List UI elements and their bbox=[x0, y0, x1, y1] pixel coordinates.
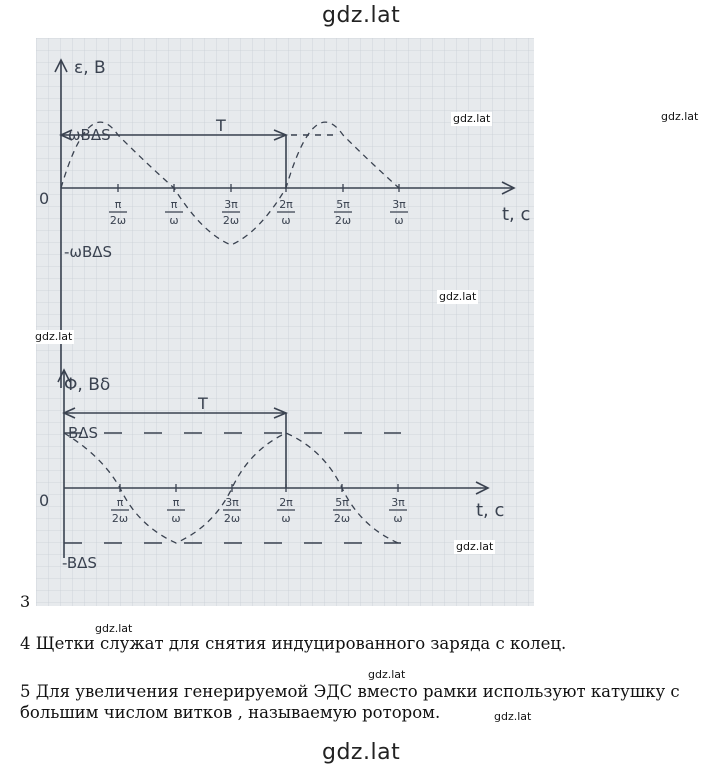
flux-tick-numerator: 5π bbox=[335, 496, 349, 509]
watermark-top: gdz.lat bbox=[322, 3, 401, 28]
emf-amp-pos-label: ωBΔS bbox=[68, 126, 111, 144]
flux-period-label: T bbox=[198, 394, 208, 413]
emf-tick-denominator: 2ω bbox=[222, 214, 240, 227]
flux-x-label: t, c bbox=[476, 500, 505, 521]
watermark-small: gdz.lat bbox=[95, 622, 133, 635]
flux-tick-numerator: 3π bbox=[391, 496, 405, 509]
flux-tick-denominator: 2ω bbox=[333, 512, 351, 525]
emf-amp-neg-label: -ωBΔS bbox=[64, 243, 113, 261]
emf-y-label: ε, B bbox=[74, 58, 106, 78]
emf-tick-denominator: ω bbox=[169, 214, 179, 227]
watermark-small: gdz.lat bbox=[368, 668, 406, 681]
flux-tick-denominator: ω bbox=[171, 512, 181, 525]
watermark-small: gdz.lat bbox=[35, 330, 73, 343]
item-4-text: 4 Щетки служат для снятия индуцированного заряда с колец. bbox=[20, 634, 567, 653]
emf-tick-denominator: ω bbox=[281, 214, 291, 227]
watermark-small: gdz.lat bbox=[456, 540, 494, 553]
flux-tick-denominator: ω bbox=[281, 512, 291, 525]
figure-number: 3 bbox=[20, 592, 31, 611]
watermark-small: gdz.lat bbox=[661, 110, 699, 123]
watermark-small: gdz.lat bbox=[453, 112, 491, 125]
flux-amp-neg-label: -BΔS bbox=[62, 554, 97, 572]
flux-y-label: Φ, Bδ bbox=[64, 375, 111, 395]
flux-tick-denominator: 2ω bbox=[111, 512, 129, 525]
flux-tick-numerator: π bbox=[116, 496, 124, 509]
emf-period-label: T bbox=[216, 116, 226, 135]
flux-tick-denominator: 2ω bbox=[223, 512, 241, 525]
flux-tick-numerator: 3π bbox=[225, 496, 239, 509]
flux-tick-numerator: 2π bbox=[279, 496, 293, 509]
emf-tick-numerator: 5π bbox=[336, 198, 350, 211]
flux-tick-numerator: π bbox=[172, 496, 180, 509]
watermark-small: gdz.lat bbox=[494, 710, 532, 723]
flux-origin-label: 0 bbox=[39, 491, 50, 510]
flux-amp-pos-label: BΔS bbox=[68, 424, 99, 442]
emf-tick-numerator: 3π bbox=[224, 198, 238, 211]
watermark-bottom: gdz.lat bbox=[322, 740, 401, 765]
watermark-small: gdz.lat bbox=[439, 290, 477, 303]
emf-origin-label: 0 bbox=[39, 189, 50, 208]
item-5-text-line1: 5 Для увеличения генерируемой ЭДС вместо рамки используют катушку с bbox=[20, 682, 680, 701]
item-5-text-line2: большим числом витков , называемую ротором. bbox=[20, 703, 441, 722]
emf-tick-denominator: 2ω bbox=[334, 214, 352, 227]
flux-tick-denominator: ω bbox=[393, 512, 403, 525]
emf-tick-numerator: π bbox=[170, 198, 178, 211]
emf-tick-denominator: 2ω bbox=[109, 214, 127, 227]
emf-tick-numerator: π bbox=[114, 198, 122, 211]
emf-tick-denominator: ω bbox=[394, 214, 404, 227]
emf-tick-numerator: 3π bbox=[392, 198, 406, 211]
emf-x-label: t, c bbox=[502, 204, 531, 225]
emf-tick-numerator: 2π bbox=[279, 198, 293, 211]
